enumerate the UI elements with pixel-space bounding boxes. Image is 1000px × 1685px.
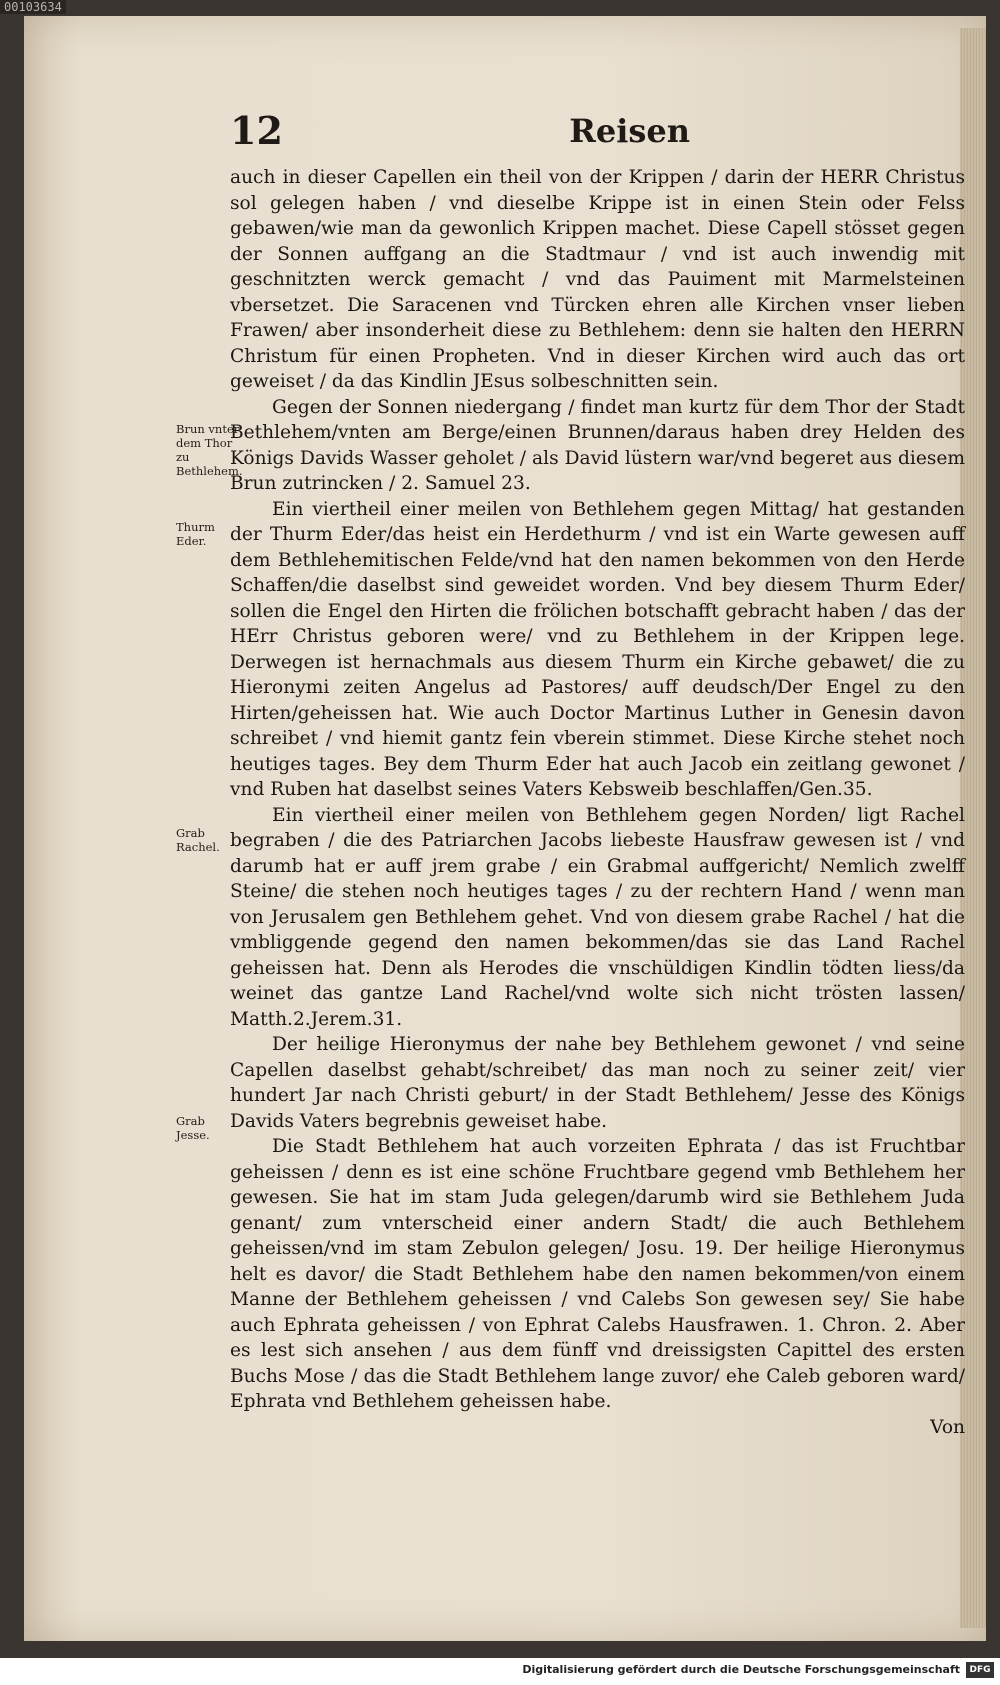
footer-bar bbox=[0, 1658, 1000, 1685]
paragraph: Gegen der Sonnen niedergang / findet man kurtz für dem Thor der Stadt Bethlehem/vnten am Berge/einen Brunnen/daraus haben drey Helden des Königs Davids Wasser geholet / als David lüstern war/vnd begeret aus diesem Brun zutrincken / 2. Samuel 23. bbox=[230, 396, 965, 494]
scan-id: 00103634 bbox=[0, 0, 66, 14]
margin-note-thurm-eder: Thurm Eder. bbox=[176, 520, 215, 548]
paragraph: Die Stadt Bethlehem hat auch vorzeiten Ephrata / das ist Fruchtbar geheissen / denn es ist eine schöne Fruchtbare gegend vmb Bethlehem her gewesen. Sie hat im stam Juda gelegen/darumb wird sie Bethlehem Juda genant/ zum vnterscheid einer andern Stadt/ die auch Bethlehem geheissen/vnd im stam Zebulon gelegen/ Josu. 19. Der heilige Hieronymus helt es davor/ die Stadt Bethlehem habe den namen bekommen/von einem Manne der Bethlehem geheissen / vnd Calebs Son gewesen sey/ Sie habe auch Ephrata geheissen / von Ephrat Calebs Hausfrawen. 1. Chron. 2. Aber es lest sich ansehen / aus dem fünff vnd dreissigsten Capittel des ersten Buchs Mose / das die Stadt Bethlehem lange zuvor/ ehe Caleb geboren ward/ Ephrata vnd Bethlehem geheissen habe. bbox=[230, 1136, 965, 1412]
paragraph: Ein viertheil einer meilen von Bethlehem gegen Norden/ ligt Rachel begraben / die des Patriarchen Jacobs liebeste Hausfraw gewesen ist / vnd darumb hat er auff jrem grabe / ein Grabmal auffgericht/ Nemlich zwelff Steine/ die stehen noch heutiges tages / zu der rechtern Hand / wenn man von Jerusalem gen Bethlehem gehet. Vnd von diesem grabe Rachel / hat die vmbliggende gegend den namen bekommen/das sie das Land Rachel geheissen hat. Denn als Herodes die vnschüldigen Kindlin tödten liess/da weinet das gantze Land Rachel/vnd wolte sich nicht trösten lassen/ Matth.2.Jerem.31. bbox=[230, 804, 965, 1030]
margin-note-brunnen: Brun vnter dem Thor zu Bethlehem. bbox=[176, 422, 243, 478]
margin-note-grab-jesse: Grab Jesse. bbox=[176, 1114, 210, 1142]
footer-credit: Digitalisierung gefördert durch die Deutsche Forschungsgemeinschaft bbox=[522, 1663, 960, 1676]
margin-note-grab-rachel: Grab Rachel. bbox=[176, 826, 220, 854]
page-header bbox=[230, 108, 690, 158]
body-text bbox=[230, 165, 965, 1440]
catchword: Von bbox=[930, 1416, 965, 1438]
paragraph: Der heilige Hieronymus der nahe bey Bethlehem gewonet / vnd seine Capellen daselbst gehabt/schreibet/ das man noch zu seiner zeit/ vier hundert Jar nach Christi geburt/ in der Stadt Bethlehem/ Jesse des Königs Davids Vaters begrebnis geweiset habe. bbox=[230, 1034, 965, 1132]
paragraph: auch in dieser Capellen ein theil von der Krippen / darin der HERR Christus sol gelegen haben / vnd dieselbe Krippe ist in einen Stein oder Felss gebawen/wie man da gewonlich Krippen machet. Diese Capell stösset gegen der Sonnen auffgang an die Stadtmaur / vnd ist auch inwendig mit geschnitzten werck gemacht / vnd das Pauiment mit Marmelsteinen vbersetzet. Die Saracenen vnd Türcken ehren alle Kirchen vnser lieben Frawen/ aber insonderheit diese zu Bethlehem: denn sie halten den HERRN Christum für einen Propheten. Vnd in dieser Kirchen wird auch das ort geweiset / da das Kindlin JEsus solbeschnitten sein. bbox=[230, 167, 965, 392]
paragraph: Ein viertheil einer meilen von Bethlehem gegen Mittag/ hat gestanden der Thurm Eder/das heist ein Herdethurm / vnd ist ein Warte gewesen auff dem Bethlehemitischen Felde/vnd hat den namen bekommen von den Herde Schaffen/die daselbst sind geweidet worden. Vnd bey diesem Thurm Eder/ sollen die Engel den Hirten die frölichen botschafft gebracht haben / das der HErr Christus geboren were/ vnd zu Bethlehem in der Krippen lege. Derwegen ist hernachmals aus diesem Thurm ein Kirche gebawet/ die zu Hieronymi zeiten Angelus ad Pastores/ auff deudsch/Der Engel zu den Hirten/geheissen hat. Wie auch Doctor Martinus Luther in Genesin davon schreibet / vnd hiemit gantz fein vberein stimmet. Diese Kirche stehet noch heutiges tages. Bey dem Thurm Eder hat auch Jacob ein zeitlang gewonet / vnd Ruben hat daselbst seines Vaters Kebsweib beschlaffen/Gen.35. bbox=[230, 498, 965, 800]
dfg-logo-icon: DFG bbox=[966, 1662, 994, 1678]
page-number: 12 bbox=[230, 108, 283, 153]
running-title: Reisen bbox=[569, 112, 690, 150]
